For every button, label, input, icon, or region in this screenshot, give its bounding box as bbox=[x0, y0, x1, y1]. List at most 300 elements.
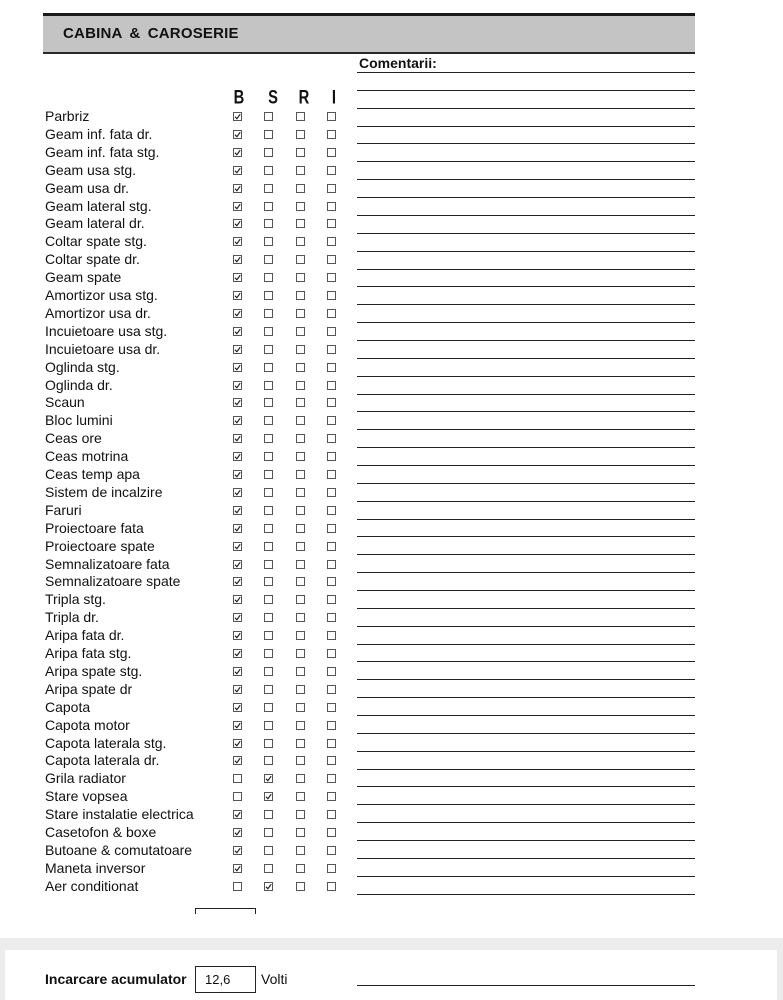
checkbox-s[interactable] bbox=[264, 166, 273, 175]
checklist-row bbox=[0, 501, 783, 519]
checkbox-s[interactable] bbox=[264, 882, 273, 891]
check-icon bbox=[233, 542, 242, 551]
check-icon bbox=[233, 398, 242, 407]
item-label: Butoane & comutatoare bbox=[45, 841, 193, 858]
item-label: Capota motor bbox=[45, 716, 130, 733]
check-icon bbox=[233, 613, 242, 622]
section-header bbox=[43, 13, 695, 54]
checkbox-i[interactable] bbox=[327, 864, 336, 873]
checkbox-s[interactable] bbox=[264, 291, 273, 300]
checkbox-i[interactable] bbox=[327, 381, 336, 390]
checklist-row bbox=[0, 125, 783, 143]
checkbox-r[interactable] bbox=[296, 846, 305, 855]
checkbox-r[interactable] bbox=[296, 524, 305, 533]
check-icon bbox=[233, 237, 242, 246]
checkbox-i[interactable] bbox=[327, 398, 336, 407]
check-icon bbox=[233, 309, 242, 318]
checkbox-b[interactable] bbox=[233, 202, 242, 211]
item-label: Tripla dr. bbox=[45, 609, 99, 626]
checklist-row bbox=[0, 447, 783, 465]
check-icon bbox=[233, 864, 242, 873]
battery-unit-label: Volti bbox=[261, 971, 288, 987]
checkbox-b[interactable] bbox=[233, 613, 242, 622]
checkbox-i[interactable] bbox=[327, 846, 336, 855]
checkbox-s[interactable] bbox=[264, 434, 273, 443]
checkbox-s[interactable] bbox=[264, 774, 273, 783]
item-label: Amortizor usa stg. bbox=[45, 287, 158, 303]
checkbox-s[interactable] bbox=[264, 667, 273, 676]
item-label: Ceas ore bbox=[45, 430, 102, 447]
checkbox-i[interactable] bbox=[327, 219, 336, 228]
checklist-row bbox=[0, 304, 783, 322]
checkbox-s[interactable] bbox=[264, 184, 273, 193]
checklist-row bbox=[0, 197, 783, 215]
checkbox-b[interactable] bbox=[233, 434, 242, 443]
checklist-row bbox=[0, 537, 783, 555]
checkbox-r[interactable] bbox=[296, 774, 305, 783]
item-label: Coltar spate stg. bbox=[45, 233, 147, 250]
checkbox-b[interactable] bbox=[233, 273, 242, 282]
item-label: Geam inf. fata dr. bbox=[45, 125, 153, 142]
checkbox-r[interactable] bbox=[296, 792, 305, 801]
checklist-row bbox=[0, 214, 783, 232]
checklist-row bbox=[0, 393, 783, 411]
check-icon bbox=[233, 434, 242, 443]
checkbox-i[interactable] bbox=[327, 703, 336, 712]
checkbox-s[interactable] bbox=[264, 237, 273, 246]
checkbox-b[interactable] bbox=[233, 542, 242, 551]
checkbox-r[interactable] bbox=[296, 416, 305, 425]
checkbox-i[interactable] bbox=[327, 148, 336, 157]
checkbox-i[interactable] bbox=[327, 756, 336, 765]
checkbox-i[interactable] bbox=[327, 577, 336, 586]
checkbox-i[interactable] bbox=[327, 631, 336, 640]
battery-voltage-field[interactable]: 12,6 bbox=[195, 966, 256, 993]
item-label: Semnalizatoare fata bbox=[45, 555, 170, 572]
item-label: Faruri bbox=[45, 501, 82, 518]
checkbox-b[interactable] bbox=[233, 470, 242, 479]
item-label: Aer conditionat bbox=[45, 877, 139, 894]
item-label: Geam usa stg. bbox=[45, 161, 137, 178]
checkbox-b[interactable] bbox=[233, 739, 242, 748]
checklist-row bbox=[0, 268, 783, 286]
checkbox-i[interactable] bbox=[327, 882, 336, 891]
checkbox-b[interactable] bbox=[233, 774, 242, 783]
check-icon bbox=[233, 416, 242, 425]
checkbox-b[interactable] bbox=[233, 828, 242, 837]
checkbox-r[interactable] bbox=[296, 130, 305, 139]
item-label: Capota laterala stg. bbox=[45, 734, 167, 751]
checkbox-b[interactable] bbox=[233, 560, 242, 569]
checkbox-s[interactable] bbox=[264, 685, 273, 694]
checkbox-b[interactable] bbox=[233, 631, 242, 640]
check-icon bbox=[264, 882, 273, 891]
checkbox-i[interactable] bbox=[327, 363, 336, 372]
checklist-row bbox=[0, 555, 783, 573]
check-icon bbox=[233, 112, 242, 121]
checkbox-b[interactable] bbox=[233, 219, 242, 228]
checkbox-r[interactable] bbox=[296, 631, 305, 640]
checkbox-b[interactable] bbox=[233, 685, 242, 694]
checkbox-b[interactable] bbox=[233, 345, 242, 354]
checkbox-r[interactable] bbox=[296, 613, 305, 622]
checkbox-b[interactable] bbox=[233, 703, 242, 712]
checkbox-i[interactable] bbox=[327, 542, 336, 551]
checkbox-r[interactable] bbox=[296, 703, 305, 712]
checkbox-r[interactable] bbox=[296, 309, 305, 318]
checklist-row bbox=[0, 411, 783, 429]
checklist-row bbox=[0, 232, 783, 250]
column-header-i: I bbox=[331, 86, 337, 108]
check-icon bbox=[233, 577, 242, 586]
checkbox-s[interactable] bbox=[264, 595, 273, 604]
checkbox-i[interactable] bbox=[327, 291, 336, 300]
checkbox-s[interactable] bbox=[264, 506, 273, 515]
checkbox-r[interactable] bbox=[296, 739, 305, 748]
checkbox-b[interactable] bbox=[233, 810, 242, 819]
item-label: Geam usa dr. bbox=[45, 179, 130, 196]
checklist-row bbox=[0, 143, 783, 161]
checkbox-r[interactable] bbox=[296, 810, 305, 819]
checkbox-s[interactable] bbox=[264, 219, 273, 228]
checkbox-r[interactable] bbox=[296, 202, 305, 211]
cut-off-field-box bbox=[195, 908, 256, 914]
checkbox-i[interactable] bbox=[327, 166, 336, 175]
checkbox-b[interactable] bbox=[233, 398, 242, 407]
check-icon bbox=[233, 202, 242, 211]
checkbox-s[interactable] bbox=[264, 613, 273, 622]
checkbox-i[interactable] bbox=[327, 721, 336, 730]
check-icon bbox=[233, 810, 242, 819]
checkbox-b[interactable] bbox=[233, 649, 242, 658]
checkbox-i[interactable] bbox=[327, 452, 336, 461]
checkbox-s[interactable] bbox=[264, 721, 273, 730]
checkbox-s[interactable] bbox=[264, 345, 273, 354]
checkbox-b[interactable] bbox=[233, 846, 242, 855]
checkbox-i[interactable] bbox=[327, 810, 336, 819]
checklist-row bbox=[0, 769, 783, 787]
item-label: Casetofon & boxe bbox=[45, 824, 157, 840]
item-label: Geam inf. fata stg. bbox=[45, 143, 160, 160]
item-label: Bloc lumini bbox=[45, 412, 113, 429]
checkbox-r[interactable] bbox=[296, 363, 305, 372]
checklist-row bbox=[0, 519, 783, 537]
checkbox-r[interactable] bbox=[296, 255, 305, 264]
checkbox-i[interactable] bbox=[327, 434, 336, 443]
check-icon bbox=[233, 452, 242, 461]
check-icon bbox=[233, 828, 242, 837]
item-label: Sistem de incalzire bbox=[45, 483, 163, 500]
check-icon bbox=[233, 273, 242, 282]
section-title: CABINA & CAROSERIE bbox=[63, 25, 239, 42]
checklist-row bbox=[0, 322, 783, 340]
comment-line bbox=[357, 72, 695, 73]
check-icon bbox=[233, 345, 242, 354]
checkbox-i[interactable] bbox=[327, 560, 336, 569]
checkbox-i[interactable] bbox=[327, 792, 336, 801]
checklist-row bbox=[0, 250, 783, 268]
checkbox-i[interactable] bbox=[327, 255, 336, 264]
checkbox-i[interactable] bbox=[327, 273, 336, 282]
checklist-row bbox=[0, 429, 783, 447]
item-label: Geam spate bbox=[45, 269, 122, 286]
checklist-row bbox=[0, 179, 783, 197]
checkbox-r[interactable] bbox=[296, 828, 305, 837]
checkbox-s[interactable] bbox=[264, 398, 273, 407]
check-icon bbox=[233, 363, 242, 372]
checkbox-r[interactable] bbox=[296, 721, 305, 730]
checkbox-r[interactable] bbox=[296, 595, 305, 604]
item-label: Stare vopsea bbox=[45, 788, 128, 805]
checklist-row bbox=[0, 823, 783, 841]
checkbox-r[interactable] bbox=[296, 667, 305, 676]
checkbox-i[interactable] bbox=[327, 506, 336, 515]
checkbox-s[interactable] bbox=[264, 363, 273, 372]
checkbox-b[interactable] bbox=[233, 184, 242, 193]
checkbox-s[interactable] bbox=[264, 649, 273, 658]
checkbox-b[interactable] bbox=[233, 381, 242, 390]
checkbox-i[interactable] bbox=[327, 345, 336, 354]
item-label: Oglinda stg. bbox=[45, 358, 120, 375]
checklist-row bbox=[0, 465, 783, 483]
checklist-row bbox=[0, 572, 783, 590]
checkbox-i[interactable] bbox=[327, 130, 336, 139]
item-label: Incuietoare usa stg. bbox=[45, 322, 168, 339]
check-icon bbox=[233, 148, 242, 157]
checkbox-s[interactable] bbox=[264, 130, 273, 139]
item-label: Aripa spate dr bbox=[45, 680, 133, 697]
item-label: Aripa fata dr. bbox=[45, 627, 125, 644]
checkbox-s[interactable] bbox=[264, 273, 273, 282]
checkbox-s[interactable] bbox=[264, 631, 273, 640]
checkbox-r[interactable] bbox=[296, 237, 305, 246]
checkbox-b[interactable] bbox=[233, 524, 242, 533]
check-icon bbox=[233, 595, 242, 604]
checklist-row bbox=[0, 626, 783, 644]
checklist-row bbox=[0, 376, 783, 394]
check-icon bbox=[233, 667, 242, 676]
checklist-row bbox=[0, 340, 783, 358]
checkbox-r[interactable] bbox=[296, 166, 305, 175]
checkbox-s[interactable] bbox=[264, 810, 273, 819]
checkbox-s[interactable] bbox=[264, 524, 273, 533]
checklist-row bbox=[0, 662, 783, 680]
checkbox-s[interactable] bbox=[264, 112, 273, 121]
checkbox-b[interactable] bbox=[233, 112, 242, 121]
checkbox-r[interactable] bbox=[296, 327, 305, 336]
battery-comment-line bbox=[357, 985, 695, 986]
item-label: Amortizor usa dr. bbox=[45, 304, 151, 321]
checkbox-i[interactable] bbox=[327, 613, 336, 622]
checkbox-i[interactable] bbox=[327, 649, 336, 658]
checkbox-i[interactable] bbox=[327, 685, 336, 694]
checkbox-r[interactable] bbox=[296, 756, 305, 765]
item-label: Coltar spate dr. bbox=[45, 251, 140, 268]
checkbox-i[interactable] bbox=[327, 524, 336, 533]
checkbox-b[interactable] bbox=[233, 595, 242, 604]
checkbox-b[interactable] bbox=[233, 756, 242, 765]
checkbox-b[interactable] bbox=[233, 506, 242, 515]
checklist-row bbox=[0, 751, 783, 769]
checkbox-s[interactable] bbox=[264, 577, 273, 586]
item-label: Grila radiator bbox=[45, 770, 126, 787]
check-icon bbox=[233, 130, 242, 139]
checkbox-s[interactable] bbox=[264, 739, 273, 748]
checkbox-s[interactable] bbox=[264, 488, 273, 497]
checkbox-b[interactable] bbox=[233, 882, 242, 891]
check-icon bbox=[233, 488, 242, 497]
checkbox-i[interactable] bbox=[327, 237, 336, 246]
check-icon bbox=[233, 327, 242, 336]
check-icon bbox=[233, 721, 242, 730]
checkbox-s[interactable] bbox=[264, 148, 273, 157]
checkbox-r[interactable] bbox=[296, 112, 305, 121]
item-label: Scaun bbox=[45, 394, 85, 411]
item-label: Incuietoare usa dr. bbox=[45, 340, 161, 357]
checkbox-s[interactable] bbox=[264, 327, 273, 336]
checkbox-i[interactable] bbox=[327, 202, 336, 211]
checkbox-r[interactable] bbox=[296, 345, 305, 354]
checkbox-r[interactable] bbox=[296, 560, 305, 569]
checkbox-i[interactable] bbox=[327, 327, 336, 336]
checkbox-b[interactable] bbox=[233, 721, 242, 730]
check-icon bbox=[233, 631, 242, 640]
checkbox-s[interactable] bbox=[264, 255, 273, 264]
checkbox-b[interactable] bbox=[233, 148, 242, 157]
checkbox-r[interactable] bbox=[296, 542, 305, 551]
battery-charge-label: Incarcare acumulator bbox=[45, 971, 187, 987]
check-icon bbox=[264, 774, 273, 783]
checkbox-i[interactable] bbox=[327, 112, 336, 121]
checkbox-i[interactable] bbox=[327, 774, 336, 783]
checkbox-s[interactable] bbox=[264, 452, 273, 461]
checkbox-b[interactable] bbox=[233, 166, 242, 175]
checklist-row bbox=[0, 358, 783, 376]
checkbox-b[interactable] bbox=[233, 416, 242, 425]
item-label: Geam lateral stg. bbox=[45, 197, 152, 214]
checkbox-b[interactable] bbox=[233, 291, 242, 300]
checkbox-s[interactable] bbox=[264, 828, 273, 837]
checkbox-s[interactable] bbox=[264, 792, 273, 801]
checkbox-i[interactable] bbox=[327, 739, 336, 748]
item-label: Proiectoare spate bbox=[45, 537, 155, 554]
checkbox-b[interactable] bbox=[233, 488, 242, 497]
checkbox-i[interactable] bbox=[327, 184, 336, 193]
checkbox-b[interactable] bbox=[233, 255, 242, 264]
column-header-b: B bbox=[233, 86, 245, 108]
check-icon bbox=[233, 219, 242, 228]
check-icon bbox=[233, 291, 242, 300]
item-label: Ceas temp apa bbox=[45, 466, 140, 482]
checkbox-i[interactable] bbox=[327, 488, 336, 497]
checklist-row bbox=[0, 787, 783, 805]
checkbox-s[interactable] bbox=[264, 202, 273, 211]
checkbox-r[interactable] bbox=[296, 148, 305, 157]
check-icon bbox=[233, 756, 242, 765]
checkbox-r[interactable] bbox=[296, 864, 305, 873]
check-icon bbox=[264, 792, 273, 801]
checklist-row bbox=[0, 716, 783, 734]
checkbox-r[interactable] bbox=[296, 219, 305, 228]
checkbox-b[interactable] bbox=[233, 792, 242, 801]
checklist-row bbox=[0, 680, 783, 698]
checkbox-r[interactable] bbox=[296, 470, 305, 479]
check-icon bbox=[233, 703, 242, 712]
checkbox-r[interactable] bbox=[296, 273, 305, 282]
checkbox-r[interactable] bbox=[296, 506, 305, 515]
checklist-row bbox=[0, 107, 783, 125]
item-label: Ceas motrina bbox=[45, 448, 129, 465]
checkbox-b[interactable] bbox=[233, 864, 242, 873]
checkbox-s[interactable] bbox=[264, 309, 273, 318]
item-label: Aripa spate stg. bbox=[45, 662, 143, 679]
checkbox-r[interactable] bbox=[296, 577, 305, 586]
item-label: Maneta inversor bbox=[45, 859, 146, 876]
checkbox-b[interactable] bbox=[233, 667, 242, 676]
checkbox-b[interactable] bbox=[233, 327, 242, 336]
checkbox-b[interactable] bbox=[233, 363, 242, 372]
checkbox-s[interactable] bbox=[264, 560, 273, 569]
item-label: Proiectoare fata bbox=[45, 519, 144, 536]
column-header-r: R bbox=[298, 86, 310, 108]
checkbox-r[interactable] bbox=[296, 488, 305, 497]
checklist-row bbox=[0, 877, 783, 895]
checkbox-r[interactable] bbox=[296, 398, 305, 407]
check-icon bbox=[233, 846, 242, 855]
checklist-row bbox=[0, 161, 783, 179]
checkbox-i[interactable] bbox=[327, 416, 336, 425]
checkbox-r[interactable] bbox=[296, 649, 305, 658]
checkbox-r[interactable] bbox=[296, 685, 305, 694]
item-label: Tripla stg. bbox=[45, 591, 106, 608]
checkbox-r[interactable] bbox=[296, 381, 305, 390]
checkbox-s[interactable] bbox=[264, 756, 273, 765]
checkbox-i[interactable] bbox=[327, 595, 336, 604]
check-icon bbox=[233, 255, 242, 264]
check-icon bbox=[233, 739, 242, 748]
checkbox-b[interactable] bbox=[233, 130, 242, 139]
checkbox-r[interactable] bbox=[296, 452, 305, 461]
checklist-row bbox=[0, 698, 783, 716]
checkbox-s[interactable] bbox=[264, 416, 273, 425]
checkbox-i[interactable] bbox=[327, 470, 336, 479]
checkbox-r[interactable] bbox=[296, 184, 305, 193]
item-label: Oglinda dr. bbox=[45, 376, 113, 393]
item-label: Semnalizatoare spate bbox=[45, 573, 181, 590]
check-icon bbox=[233, 560, 242, 569]
checkbox-s[interactable] bbox=[264, 542, 273, 551]
checkbox-i[interactable] bbox=[327, 309, 336, 318]
checklist-row bbox=[0, 805, 783, 823]
checkbox-s[interactable] bbox=[264, 703, 273, 712]
checkbox-s[interactable] bbox=[264, 470, 273, 479]
checkbox-r[interactable] bbox=[296, 291, 305, 300]
checkbox-i[interactable] bbox=[327, 828, 336, 837]
checkbox-b[interactable] bbox=[233, 577, 242, 586]
checkbox-s[interactable] bbox=[264, 864, 273, 873]
checkbox-b[interactable] bbox=[233, 237, 242, 246]
checkbox-b[interactable] bbox=[233, 309, 242, 318]
checkbox-s[interactable] bbox=[264, 381, 273, 390]
checkbox-s[interactable] bbox=[264, 846, 273, 855]
checkbox-r[interactable] bbox=[296, 882, 305, 891]
checkbox-i[interactable] bbox=[327, 667, 336, 676]
checkbox-b[interactable] bbox=[233, 452, 242, 461]
check-icon bbox=[233, 685, 242, 694]
checklist-row bbox=[0, 608, 783, 626]
item-label: Capota laterala dr. bbox=[45, 752, 160, 769]
checkbox-r[interactable] bbox=[296, 434, 305, 443]
